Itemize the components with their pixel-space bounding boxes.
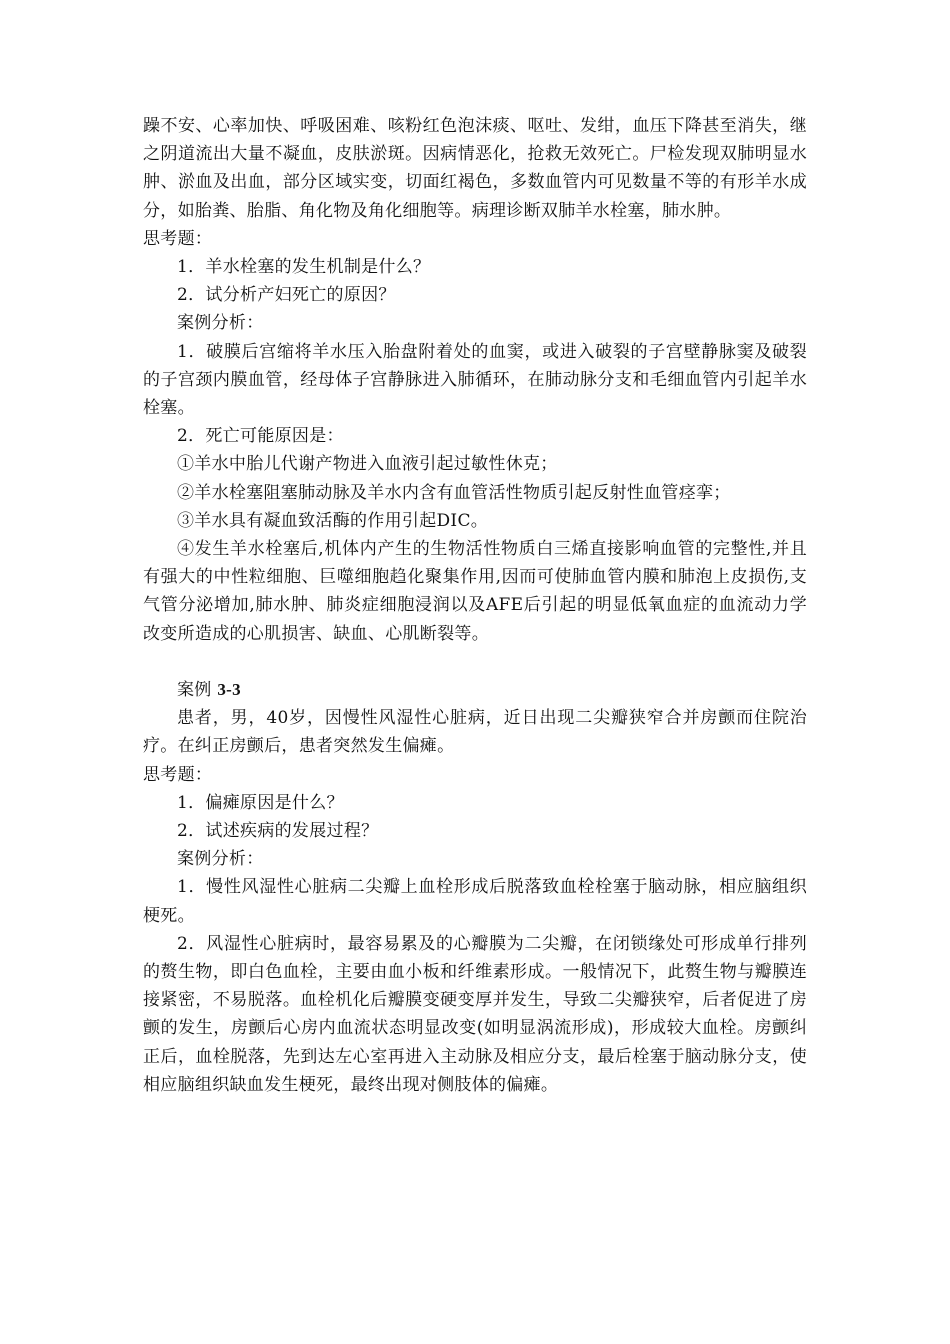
case-3-3-question-2: 2．试述疾病的发展过程？ xyxy=(177,821,379,842)
case-prev-question-2: 2．试分析产妇死亡的原因？ xyxy=(177,285,396,306)
case-prev-analysis-cause-2: ②羊水栓塞阻塞肺动脉及羊水内含有血管活性物质引起反射性血管痉挛； xyxy=(177,482,731,503)
case-prev-analysis-1: 1．破膜后宫缩将羊水压入胎盘附着处的血窦，或进入破裂的子宫壁静脉窦及破裂的子宫颈内膜血管，经母体子宫静脉进入肺循环，在肺动脉分支和毛细血管内引起羊水栓塞。 xyxy=(143,341,807,419)
case-prev-questions-label: 思考题： xyxy=(143,228,213,249)
case-prev-analysis-2: 2．死亡可能原因是： xyxy=(177,426,344,447)
case-3-3-title xyxy=(143,676,807,704)
case-3-3-title-prefix: 案例 xyxy=(177,680,212,701)
document-page xyxy=(143,112,807,1099)
case-3-3-question-1: 1．偏瘫原因是什么？ xyxy=(177,792,344,813)
case-3-3-description: 患者，男，40岁，因慢性风湿性心脏病，近日出现二尖瓣狭窄合并房颤而住院治疗。在纠正房颤后，患者突然发生偏瘫。 xyxy=(143,708,807,757)
section-spacer xyxy=(143,648,807,676)
case-3-3-analysis-label: 案例分析： xyxy=(177,849,264,870)
case-3-3-analysis-2: 2．风湿性心脏病时，最容易累及的心瓣膜为二尖瓣，在闭锁缘处可形成单行排列的赘生物，即白色血栓，主要由血小板和纤维素形成。一般情况下，此赘生物与瓣膜连接紧密，不易脱落。血栓机化后瓣膜变硬变厚并发生，导致二尖瓣狭窄，后者促进了房颤的发生，房颤后心房内血流状态明显改变(如明显涡流形成)，形成较大血栓。房颤纠正后，血栓脱落，先到达左心室再进入主动脉及相应分支，最后栓塞于脑动脉分支，使相应脑组织缺血发生梗死，最终出现对侧肢体的偏瘫。 xyxy=(143,933,807,1095)
case-prev-analysis-label: 案例分析： xyxy=(177,313,264,334)
case-3-3-analysis-1: 1．慢性风湿性心脏病二尖瓣上血栓形成后脱落致血栓栓塞于脑动脉，相应脑组织梗死。 xyxy=(143,877,807,926)
case-prev-analysis-cause-1: ①羊水中胎儿代谢产物进入血液引起过敏性休克； xyxy=(177,454,558,475)
case-prev-analysis-cause-3: ③羊水具有凝血致活酶的作用引起DIC。 xyxy=(177,510,489,531)
case-3-3-questions-label: 思考题： xyxy=(143,764,213,785)
case-prev-analysis-cause-4: ④发生羊水栓塞后,机体内产生的生物活性物质白三烯直接影响血管的完整性,并且有强大的中性粒细胞、巨噬细胞趋化聚集作用,因而可使肺血管内膜和肺泡上皮损伤,支气管分泌增加,肺水肿、肺炎症细胞浸润以及AFE后引起的明显低氧血症的血流动力学改变所造成的心肌损害、缺血、心肌断裂等。 xyxy=(143,539,807,644)
case-prev-continuation: 躁不安、心率加快、呼吸困难、咳粉红色泡沫痰、呕吐、发绀，血压下降甚至消失，继之阴道流出大量不凝血，皮肤淤斑。因病情恶化，抢救无效死亡。尸检发现双肺明显水肿、淤血及出血，部分区域实变，切面红褐色，多数血管内可见数量不等的有形羊水成分，如胎粪、胎脂、角化物及角化细胞等。病理诊断双肺羊水栓塞，肺水肿。 xyxy=(143,116,807,221)
case-3-3-title-number: 3-3 xyxy=(217,680,241,700)
case-prev-question-1: 1．羊水栓塞的发生机制是什么？ xyxy=(177,257,431,278)
